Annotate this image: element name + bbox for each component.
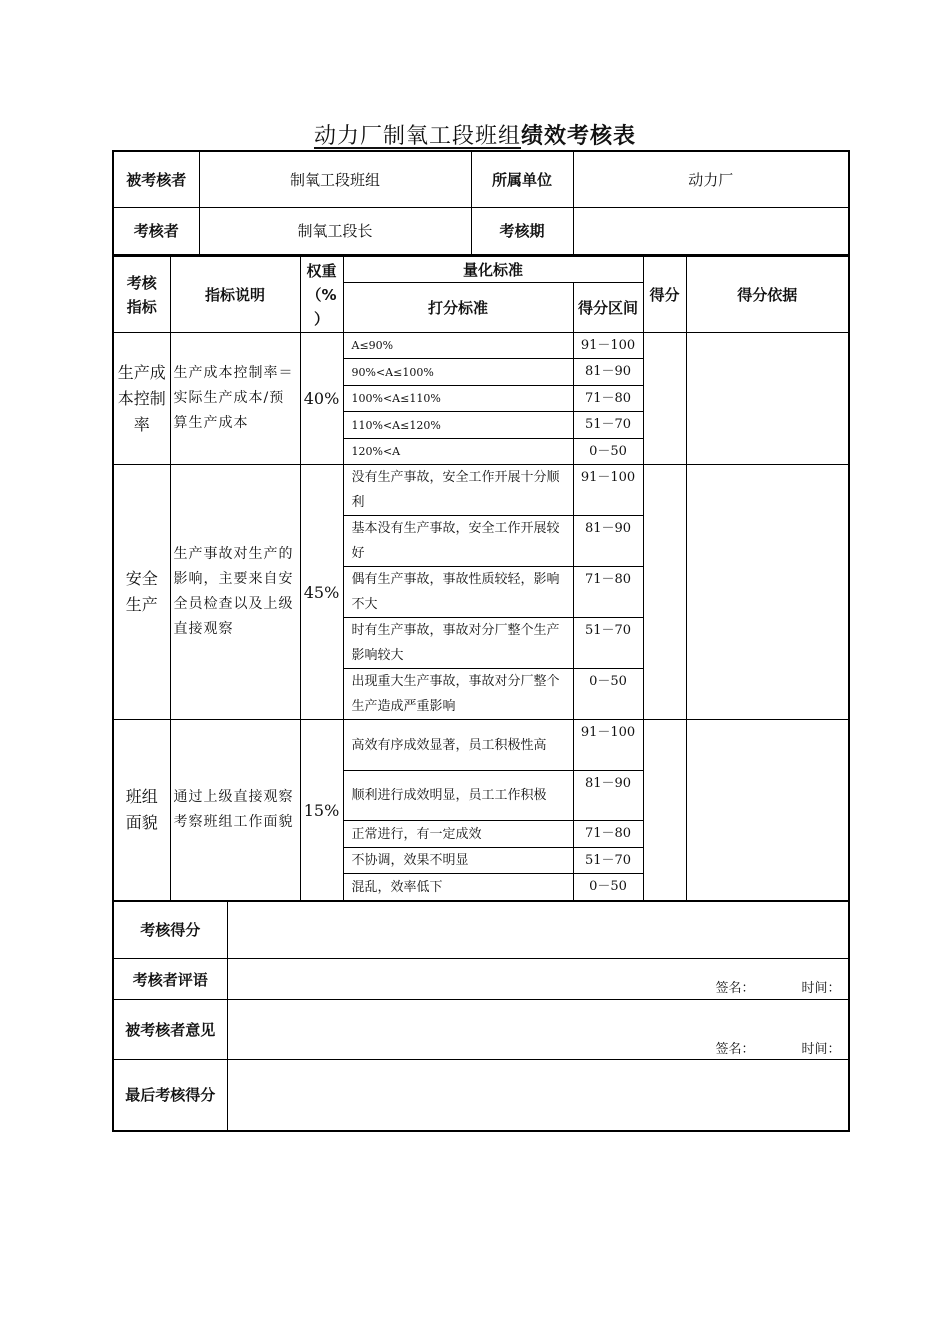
criterion-text: 正常进行，有一定成效 — [343, 821, 573, 848]
basis-cell[interactable] — [686, 333, 849, 465]
criterion-range: 71－80 — [573, 567, 643, 618]
criterion-range: 81－90 — [573, 359, 643, 386]
table-row — [113, 333, 849, 359]
criterion-text: 顺利进行成效明显，员工工作积极 — [343, 771, 573, 821]
criterion-text: 90%<A≤100% — [343, 359, 573, 386]
criterion-text: 不协调，效果不明显 — [343, 848, 573, 874]
opinion-label: 被考核者意见 — [113, 999, 227, 1059]
indicator-name: 生产成本控制率 — [113, 333, 170, 465]
footer-table — [112, 900, 850, 1132]
assessee-label: 被考核者 — [113, 151, 199, 207]
indicator-weight: 40% — [300, 333, 343, 465]
page-title — [0, 120, 950, 153]
criterion-range: 81－90 — [573, 771, 643, 821]
col-score: 得分 — [643, 257, 686, 333]
time-label: 时间： — [801, 1041, 841, 1057]
indicator-name: 班组面貌 — [113, 720, 170, 901]
criterion-range: 0－50 — [573, 669, 643, 720]
criterion-text: 120%<A — [343, 439, 573, 465]
criterion-range: 51－70 — [573, 412, 643, 439]
col-indicator: 考核 指标 — [113, 257, 170, 333]
criterion-range: 91－100 — [573, 720, 643, 771]
header-table — [112, 150, 850, 256]
col-weight: 权重 （% ） — [300, 257, 343, 333]
col-description: 指标说明 — [170, 257, 300, 333]
period-label: 考核期 — [471, 207, 573, 255]
criterion-range: 91－100 — [573, 465, 643, 516]
final-label: 最后考核得分 — [113, 1059, 227, 1131]
score-label: 考核得分 — [113, 901, 227, 958]
title-normal: 动力厂制氧工段班组 — [313, 124, 521, 149]
table-row — [113, 720, 849, 771]
criterion-text: 偶有生产事故，事故性质较轻，影响不大 — [343, 567, 573, 618]
criterion-range: 0－50 — [573, 439, 643, 465]
sign-label: 签名： — [715, 980, 755, 996]
table-row — [113, 465, 849, 516]
indicator-description: 生产事故对生产的影响，主要来自安全员检查以及上级直接观察 — [170, 465, 300, 720]
criterion-range: 0－50 — [573, 874, 643, 901]
col-range: 得分区间 — [573, 283, 643, 333]
criterion-range: 71－80 — [573, 821, 643, 848]
score-cell[interactable] — [643, 465, 686, 720]
assessee-value[interactable]: 制氧工段班组 — [199, 151, 471, 207]
criterion-range: 51－70 — [573, 848, 643, 874]
criterion-text: 混乱，效率低下 — [343, 874, 573, 901]
comment-label: 考核者评语 — [113, 958, 227, 999]
basis-cell[interactable] — [686, 465, 849, 720]
col-scoring: 打分标准 — [343, 283, 573, 333]
opinion-field[interactable] — [227, 999, 849, 1059]
score-field[interactable] — [227, 901, 849, 958]
comment-field[interactable] — [227, 958, 849, 999]
sign-label: 签名： — [715, 1041, 755, 1057]
indicator-table — [112, 256, 850, 901]
criterion-text: A≤90% — [343, 333, 573, 359]
criterion-text: 110%<A≤120% — [343, 412, 573, 439]
col-quant: 量化标准 — [343, 257, 643, 283]
indicator-description: 通过上级直接观察考察班组工作面貌 — [170, 720, 300, 901]
unit-label: 所属单位 — [471, 151, 573, 207]
criterion-range: 81－90 — [573, 516, 643, 567]
basis-cell[interactable] — [686, 720, 849, 901]
score-cell[interactable] — [643, 720, 686, 901]
criterion-range: 91－100 — [573, 333, 643, 359]
col-basis: 得分依据 — [686, 257, 849, 333]
final-field[interactable] — [227, 1059, 849, 1131]
score-cell[interactable] — [643, 333, 686, 465]
indicator-weight: 15% — [300, 720, 343, 901]
period-value[interactable] — [573, 207, 849, 255]
criterion-range: 71－80 — [573, 386, 643, 412]
indicator-weight: 45% — [300, 465, 343, 720]
assessor-value[interactable]: 制氧工段长 — [199, 207, 471, 255]
time-label: 时间： — [801, 980, 841, 996]
criterion-text: 高效有序成效显著，员工积极性高 — [343, 720, 573, 771]
unit-value[interactable]: 动力厂 — [573, 151, 849, 207]
criterion-text: 出现重大生产事故，事故对分厂整个生产造成严重影响 — [343, 669, 573, 720]
criterion-text: 100%<A≤110% — [343, 386, 573, 412]
criterion-range: 51－70 — [573, 618, 643, 669]
criterion-text: 时有生产事故，事故对分厂整个生产影响较大 — [343, 618, 573, 669]
indicator-name: 安全生产 — [113, 465, 170, 720]
criterion-text: 基本没有生产事故，安全工作开展较好 — [343, 516, 573, 567]
indicator-description: 生产成本控制率＝实际生产成本/预算生产成本 — [170, 333, 300, 465]
assessor-label: 考核者 — [113, 207, 199, 255]
criterion-text: 没有生产事故，安全工作开展十分顺利 — [343, 465, 573, 516]
title-bold: 绩效考核表 — [521, 123, 637, 149]
